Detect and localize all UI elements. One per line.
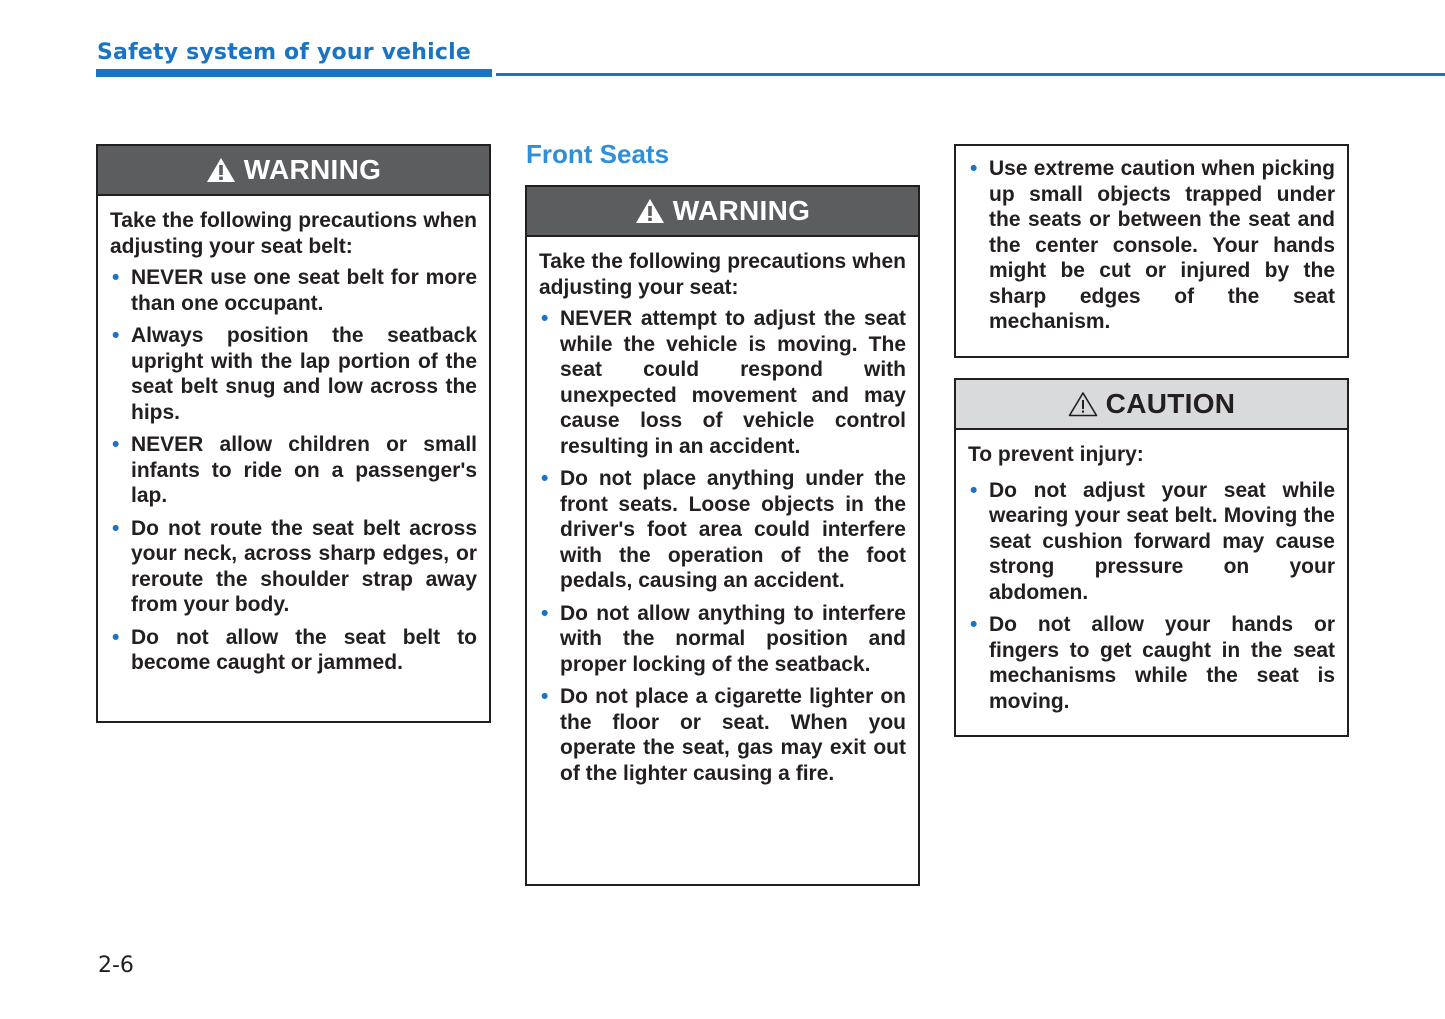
bullet-icon: •: [112, 625, 120, 649]
warning-label: WARNING: [672, 195, 811, 226]
caution-box: [954, 378, 1349, 737]
warning-label: WARNING: [243, 154, 382, 185]
seat-belt-warning-box: [96, 144, 491, 723]
header-rule-thick: [96, 69, 492, 77]
warning-intro: Take the following precautions when adjusting your seat belt:: [110, 209, 477, 258]
list-item: • Do not place anything under the front seats. Loose objects in the driver's foot area could interfere with the operation of the foot pedals, causing an accident.: [541, 467, 906, 592]
list-item: • Do not place a cigarette lighter on the floor or seat. When you operate the seat, gas may exit out of the lighter causing a fire.: [541, 685, 906, 785]
warning-triangle-icon: [635, 198, 665, 224]
bullet-icon: •: [541, 307, 549, 330]
bullet-icon: •: [970, 478, 978, 502]
list-item: • Always position the seatback upright with the lap portion of the seat belt snug and low across the hips.: [112, 324, 477, 424]
list-item: • Do not adjust your seat while wearing your seat belt. Moving the seat cushion forward may cause strong pressure on your abdomen.: [970, 478, 1335, 604]
warning-triangle-icon: [206, 157, 236, 183]
caution-list: [968, 478, 1335, 715]
caution-triangle-icon: [1068, 391, 1098, 417]
warning-body: [527, 237, 918, 798]
bullet-icon: •: [112, 516, 120, 540]
bullet-icon: •: [541, 601, 549, 625]
front-seats-warning-box: [525, 185, 920, 886]
caution-header: [956, 380, 1347, 430]
warning-header: [98, 146, 489, 196]
warning-body: [98, 196, 489, 688]
list-item: • NEVER use one seat belt for more than one occupant.: [112, 266, 477, 315]
bullet-icon: •: [541, 685, 549, 708]
list-item: • NEVER allow children or small infants to ride on a passenger's lap.: [112, 433, 477, 507]
header-rule-thin: [496, 73, 1445, 76]
continued-warning-box: [954, 144, 1349, 358]
bullet-icon: •: [112, 324, 120, 347]
warning-body: [956, 146, 1347, 347]
bullet-icon: •: [970, 157, 978, 180]
list-item: • NEVER attempt to adjust the seat while the vehicle is moving. The seat could respond with unexpected movement and may cause loss of vehicle control resulting in an accident.: [541, 307, 906, 458]
page-number: 2-6: [98, 953, 134, 978]
bullet-icon: •: [970, 613, 978, 636]
caution-intro: To prevent injury:: [968, 443, 1144, 466]
caution-label: CAUTION: [1105, 388, 1236, 419]
list-item: • Use extreme caution when picking up small objects trapped under the seats or between the seat and the center console. Your hands might be cut or injured by the sharp edges of the seat mechanism.: [970, 157, 1335, 333]
warning-list: [968, 156, 1335, 335]
warning-header: [527, 187, 918, 237]
caution-body: [956, 430, 1347, 726]
section-header-title: Safety system of your vehicle: [97, 40, 471, 65]
list-item: • Do not allow your hands or fingers to get caught in the seat mechanisms while the seat is moving.: [970, 613, 1335, 713]
list-item: • Do not route the seat belt across your neck, across sharp edges, or reroute the shoulder strap away from your body.: [112, 516, 477, 616]
bullet-icon: •: [112, 266, 120, 289]
list-item: • Do not allow anything to interfere with the normal position and proper locking of the seatback.: [541, 601, 906, 676]
list-item: • Do not allow the seat belt to become caught or jammed.: [112, 625, 477, 674]
warning-list: [110, 265, 477, 676]
front-seats-title: Front Seats: [526, 139, 670, 169]
warning-list: [539, 306, 906, 786]
bullet-icon: •: [112, 433, 120, 456]
warning-intro: Take the following precautions when adjusting your seat:: [539, 250, 906, 299]
bullet-icon: •: [541, 467, 549, 490]
